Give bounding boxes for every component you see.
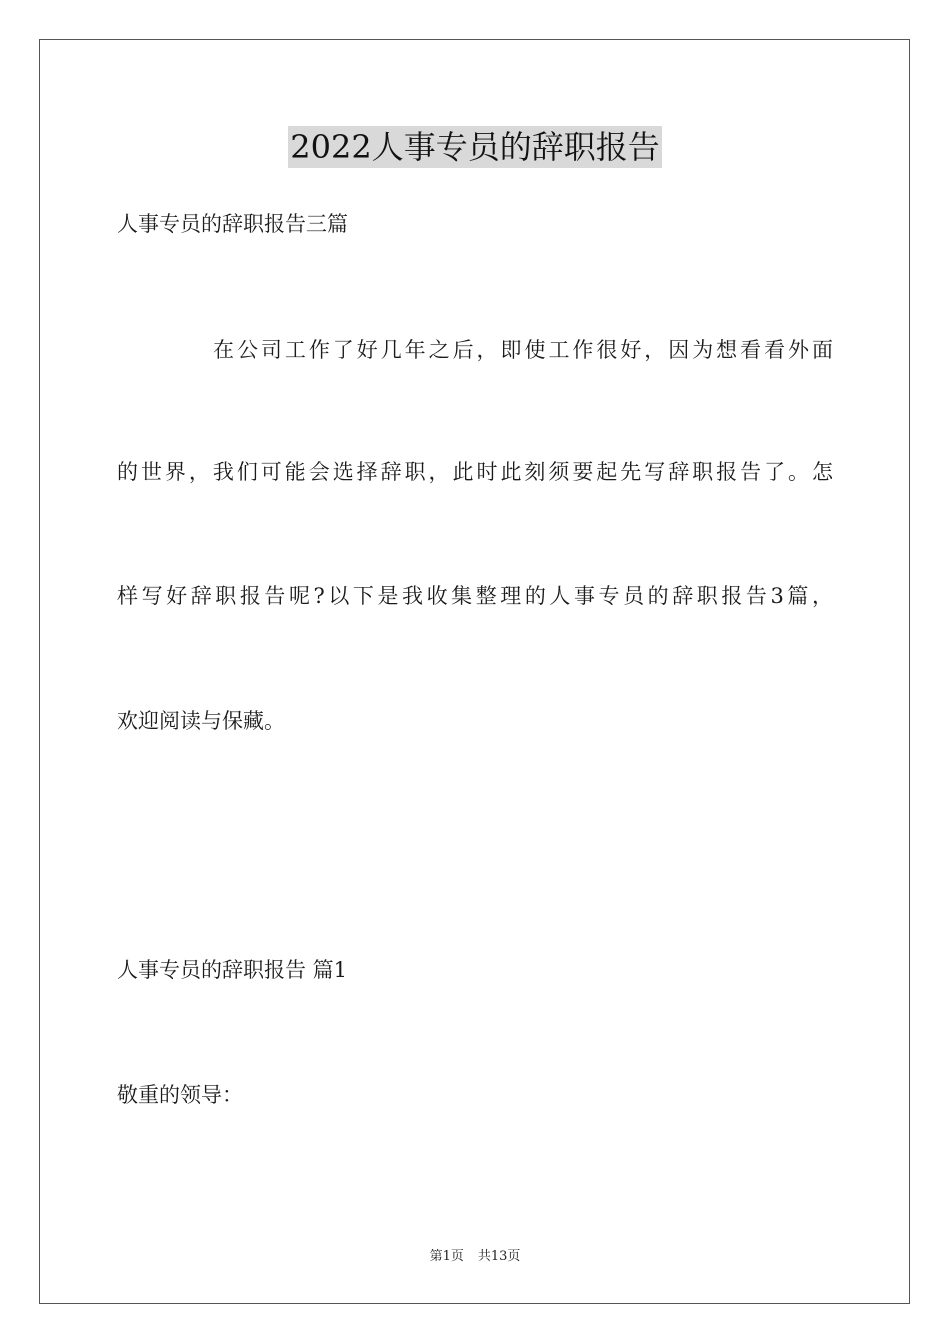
section-heading: 人事专员的辞职报告 篇1 bbox=[117, 958, 348, 982]
intro-line-3: 样写好辞职报告呢?以下是我收集整理的人事专员的辞职报告3篇， bbox=[117, 584, 833, 608]
intro-line-1: 在公司工作了好几年之后，即使工作很好，因为想看看外面 bbox=[213, 338, 833, 362]
intro-line-4: 欢迎阅读与保藏。 bbox=[117, 709, 285, 733]
document-title: 2022人事专员的辞职报告 bbox=[290, 128, 660, 166]
title-container bbox=[0, 126, 950, 168]
page-footer bbox=[0, 1248, 950, 1266]
page-total: 共13页 bbox=[477, 1249, 521, 1264]
salutation: 敬重的领导： bbox=[117, 1083, 243, 1107]
intro-line-2: 的世界，我们可能会选择辞职，此时此刻须要起先写辞职报告了。怎 bbox=[117, 460, 833, 484]
page-number: 第1页 bbox=[429, 1249, 464, 1264]
document-subtitle: 人事专员的辞职报告三篇 bbox=[117, 212, 348, 236]
